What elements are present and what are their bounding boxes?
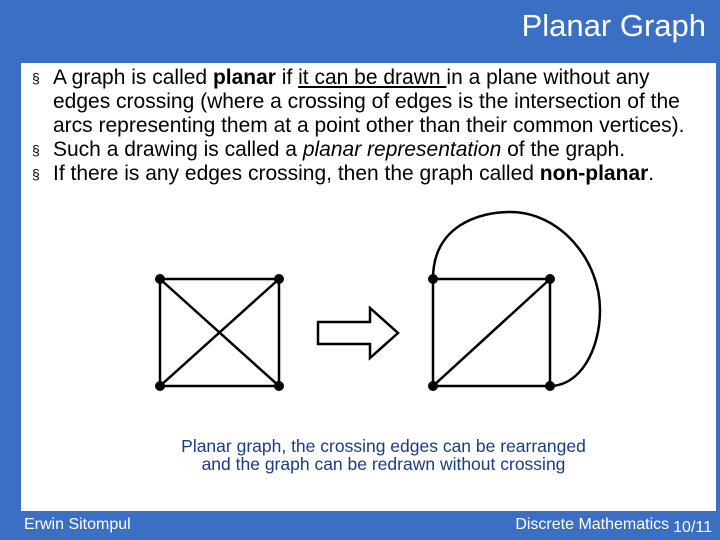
bullet-text: of the graph. (501, 138, 626, 161)
slide-title: Planar Graph (521, 8, 706, 43)
nonplanar-drawing (160, 279, 279, 386)
page-number: 10/11 (673, 519, 712, 536)
graph-vertex (274, 274, 284, 284)
graph-vertex (155, 381, 165, 391)
bullet-marker: § (32, 70, 40, 86)
graph-vertex (545, 274, 555, 284)
underlined-text: it can be drawn (298, 66, 447, 89)
term-non-planar: non-planar (539, 162, 649, 185)
bullet-text: if (275, 66, 299, 89)
footer-course (515, 516, 712, 534)
graph-vertex (428, 381, 438, 391)
planar-drawing (433, 212, 600, 386)
graph-vertex (545, 381, 555, 391)
bullet-text: A graph is called (53, 66, 213, 89)
bullet-text: Such a drawing is called a (53, 138, 303, 161)
footer-course-title: Discrete Mathematics (515, 516, 670, 533)
graph-edge (433, 279, 550, 386)
right-arrow-icon (318, 308, 398, 358)
bullet-text: If there is any edges crossing, then the graph called (53, 162, 540, 185)
bullet-text: in a plane without any edges crossing (where a crossing of edges is the intersection of the arcs representing them at a point other than their common vertices). (53, 66, 685, 137)
term-planar-representation: planar representation (302, 138, 502, 161)
graph-vertex (155, 274, 165, 284)
graph-vertex (274, 381, 284, 391)
bullet-text: . (648, 162, 655, 185)
bullet-marker: § (32, 142, 40, 158)
footer-author: Erwin Sitompul (24, 516, 131, 533)
diagram-caption: Planar graph, the crossing edges can be rearranged and the graph can be redrawn without crossing (181, 436, 586, 474)
term-planar: planar (212, 66, 276, 89)
graph-edge-arc (433, 212, 600, 386)
bullet-marker: § (32, 166, 40, 182)
graph-vertex (428, 274, 438, 284)
